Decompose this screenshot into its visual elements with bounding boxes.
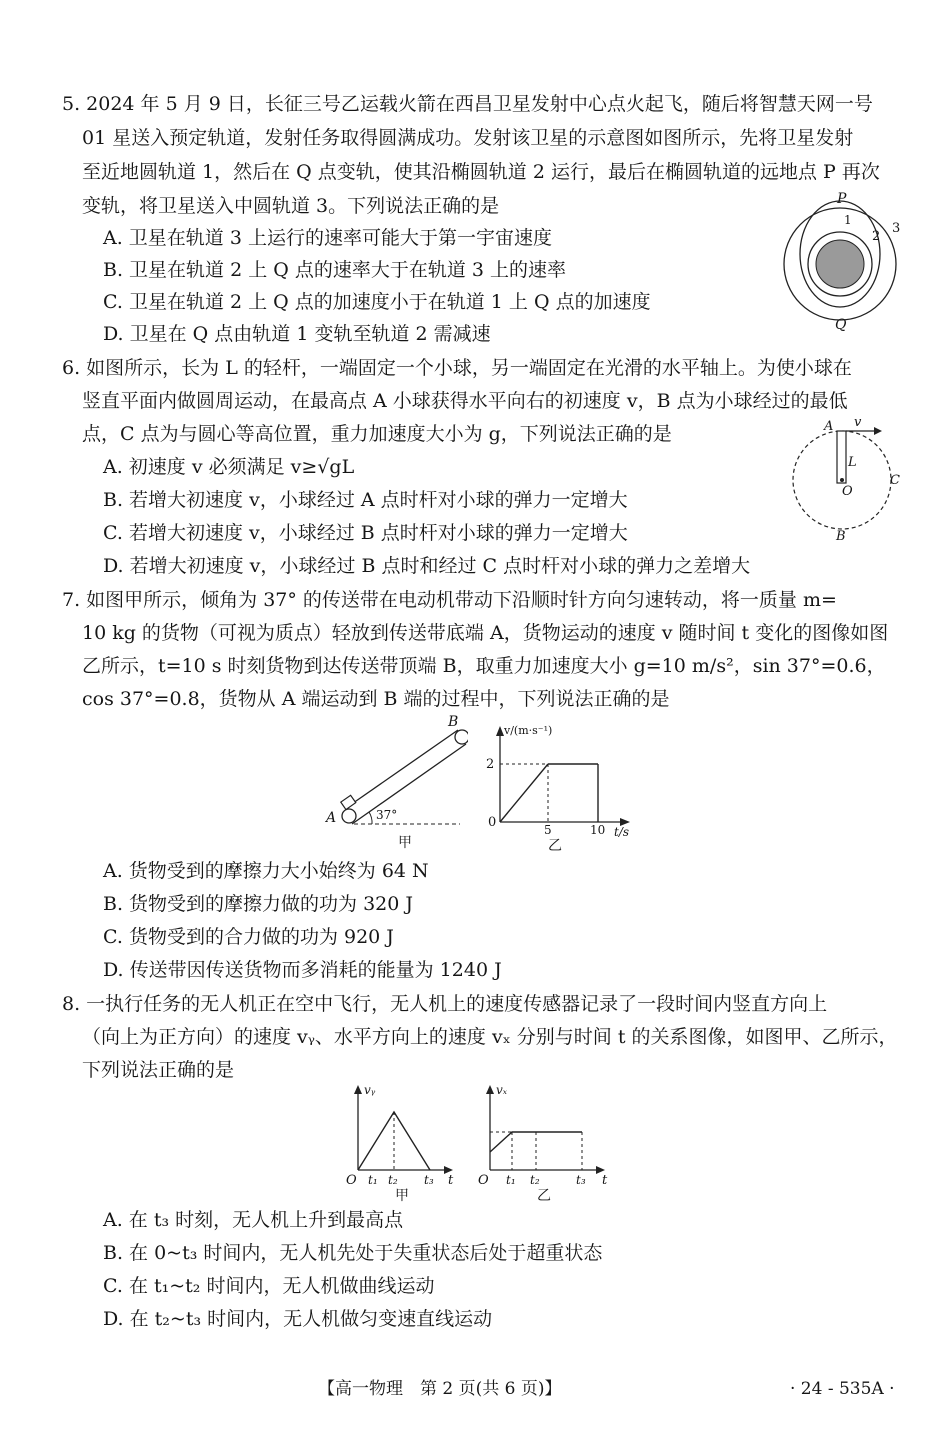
q8-option-c: C. 在 t₁~t₂ 时间内，无人机做曲线运动 <box>103 1275 435 1297</box>
q8-option-a: A. 在 t₃ 时刻，无人机上升到最高点 <box>103 1209 404 1231</box>
velocity-arrow-head <box>874 427 882 435</box>
q6-circle-figure <box>790 416 910 542</box>
label-v: v <box>854 416 862 430</box>
q6-line-1: 6. 如图所示，长为 L 的轻杆，一端固定一个小球，另一端固定在光滑的水平轴上。为使小球在 <box>62 357 852 379</box>
q8-vy-graph <box>338 1082 468 1204</box>
q7-option-b: B. 货物受到的摩擦力做的功为 320 J <box>103 893 414 915</box>
caption-yi: 乙 <box>537 1188 551 1204</box>
label-3: 3 <box>892 221 901 236</box>
q5-option-b: B. 卫星在轨道 2 上 Q 点的速率大于在轨道 3 上的速率 <box>103 259 567 281</box>
label-c: C <box>890 473 900 488</box>
tick-t3: t₃ <box>576 1173 586 1187</box>
q7-line-1: 7. 如图甲所示，倾角为 37° 的传送带在电动机带动下沿顺时针方向匀速转动，将一质量 m= <box>62 589 837 611</box>
y-tick-2: 2 <box>486 757 495 772</box>
y-axis-arrow <box>354 1085 362 1094</box>
q7-conveyor-figure <box>318 714 468 854</box>
label-l: L <box>848 455 857 470</box>
y-axis-arrow <box>486 1085 494 1094</box>
q8-option-d: D. 在 t₂~t₃ 时间内，无人机做匀变速直线运动 <box>103 1308 493 1330</box>
y-axis-label: vᵧ <box>364 1083 376 1097</box>
q5-line-4: 变轨，将卫星送入中圆轨道 3。下列说法正确的是 <box>82 195 500 217</box>
origin-label: O <box>346 1173 357 1188</box>
angle-arc <box>369 812 372 824</box>
label-2: 2 <box>872 229 881 244</box>
origin-label: O <box>478 1173 489 1188</box>
q5-option-a: A. 卫星在轨道 3 上运行的速率可能大于第一宇宙速度 <box>103 227 552 249</box>
label-o: O <box>842 484 853 499</box>
q7-option-a: A. 货物受到的摩擦力大小始终为 64 N <box>103 860 429 882</box>
q5-option-c: C. 卫星在轨道 2 上 Q 点的加速度小于在轨道 1 上 Q 点的加速度 <box>103 291 651 313</box>
tick-t2: t₂ <box>530 1173 540 1187</box>
q8-line-3: 下列说法正确的是 <box>82 1059 235 1081</box>
q6-option-d: D. 若增大初速度 v，小球经过 B 点时和经过 C 点时杆对小球的弹力之差增大 <box>103 555 751 577</box>
q6-option-a: A. 初速度 v 必须满足 v≥√gL <box>103 456 355 478</box>
q7-line-2: 10 kg 的货物（可视为质点）轻放到传送带底端 A，货物运动的速度 v 随时间 t 变化的图像如图 <box>82 622 889 644</box>
x-tick-5: 5 <box>544 823 552 837</box>
q5-line-1: 5. 2024 年 5 月 9 日，长征三号乙运载火箭在西昌卫星发射中心点火起飞，随后将智慧天网一号 <box>62 93 873 115</box>
label-a: A <box>326 810 337 826</box>
light-rod <box>837 431 846 483</box>
angle-label: 37° <box>376 808 398 822</box>
origin-label: 0 <box>488 815 497 830</box>
q8-line-1: 8. 一执行任务的无人机正在空中飞行，无人机上的速度传感器记录了一段时间内竖直方向上 <box>62 993 828 1015</box>
q6-option-c: C. 若增大初速度 v，小球经过 B 点时杆对小球的弹力一定增大 <box>103 522 628 544</box>
caption-yi: 乙 <box>548 838 562 854</box>
x-tick-10: 10 <box>590 823 606 837</box>
y-axis-label: v/(m·s⁻¹) <box>504 724 553 737</box>
x-axis-label: t <box>602 1173 608 1188</box>
q7-option-d: D. 传送带因传送货物而多消耗的能量为 1240 J <box>103 959 502 981</box>
q8-vx-graph <box>470 1082 620 1204</box>
page-footer: 【高一物理 第 2 页(共 6 页)】 <box>318 1379 562 1399</box>
q6-line-2: 竖直平面内做圆周运动，在最高点 A 小球获得水平向右的初速度 v，B 点为小球经过的最低 <box>82 390 848 412</box>
tick-t1: t₁ <box>368 1173 378 1187</box>
label-b: B <box>448 714 459 730</box>
y-axis-arrow <box>496 726 504 736</box>
q5-line-3: 至近地圆轨道 1，然后在 Q 点变轨，使其沿椭圆轨道 2 运行，最后在椭圆轨道的远地点 P 再次 <box>82 161 880 183</box>
tick-t3: t₃ <box>424 1173 434 1187</box>
label-b: B <box>836 529 846 542</box>
paper-code: · 24 - 535A · <box>790 1379 895 1399</box>
roller-b <box>455 730 468 744</box>
axis-point-o <box>840 478 844 482</box>
q6-line-3: 点，C 点为与圆心等高位置，重力加速度大小为 g，下列说法正确的是 <box>82 423 672 445</box>
accel-segment <box>500 764 548 822</box>
tick-t1: t₁ <box>506 1173 516 1187</box>
x-axis-label: t/s <box>614 825 630 839</box>
label-a: A <box>824 419 834 434</box>
conveyor-belt-top <box>346 730 458 808</box>
caption-jia: 甲 <box>398 835 412 851</box>
q6-option-b: B. 若增大初速度 v，小球经过 A 点时杆对小球的弹力一定增大 <box>103 489 628 511</box>
x-axis-label: t <box>448 1173 454 1188</box>
q8-line-2: （向上为正方向）的速度 vᵧ、水平方向上的速度 vₓ 分别与时间 t 的关系图像，如图甲、乙所示， <box>82 1026 898 1048</box>
label-p: P <box>837 191 847 207</box>
roller-a <box>342 809 356 823</box>
q7-line-4: cos 37°=0.8，货物从 A 端运动到 B 端的过程中，下列说法正确的是 <box>82 688 670 710</box>
q8-option-b: B. 在 0~t₃ 时间内，无人机先处于失重状态后处于超重状态 <box>103 1242 603 1264</box>
q5-option-d: D. 卫星在 Q 点由轨道 1 变轨至轨道 2 需减速 <box>103 323 491 345</box>
tick-t2: t₂ <box>388 1173 398 1187</box>
q7-option-c: C. 货物受到的合力做的功为 920 J <box>103 926 394 948</box>
label-q: Q <box>835 317 847 333</box>
q5-line-2: 01 星送入预定轨道，发射任务取得圆满成功。发射该卫星的示意图如图所示，先将卫星发射 <box>82 127 854 149</box>
y-axis-label: vₓ <box>496 1083 508 1097</box>
earth <box>816 240 864 288</box>
cargo-box <box>341 795 356 809</box>
q7-line-3: 乙所示，t=10 s 时刻货物到达传送带顶端 B，取重力加速度大小 g=10 m/s²，sin 37°=0.6， <box>82 655 886 677</box>
label-1: 1 <box>844 213 852 227</box>
q7-vt-graph <box>480 722 650 854</box>
caption-jia: 甲 <box>395 1188 409 1204</box>
q5-orbit-figure <box>770 188 910 338</box>
